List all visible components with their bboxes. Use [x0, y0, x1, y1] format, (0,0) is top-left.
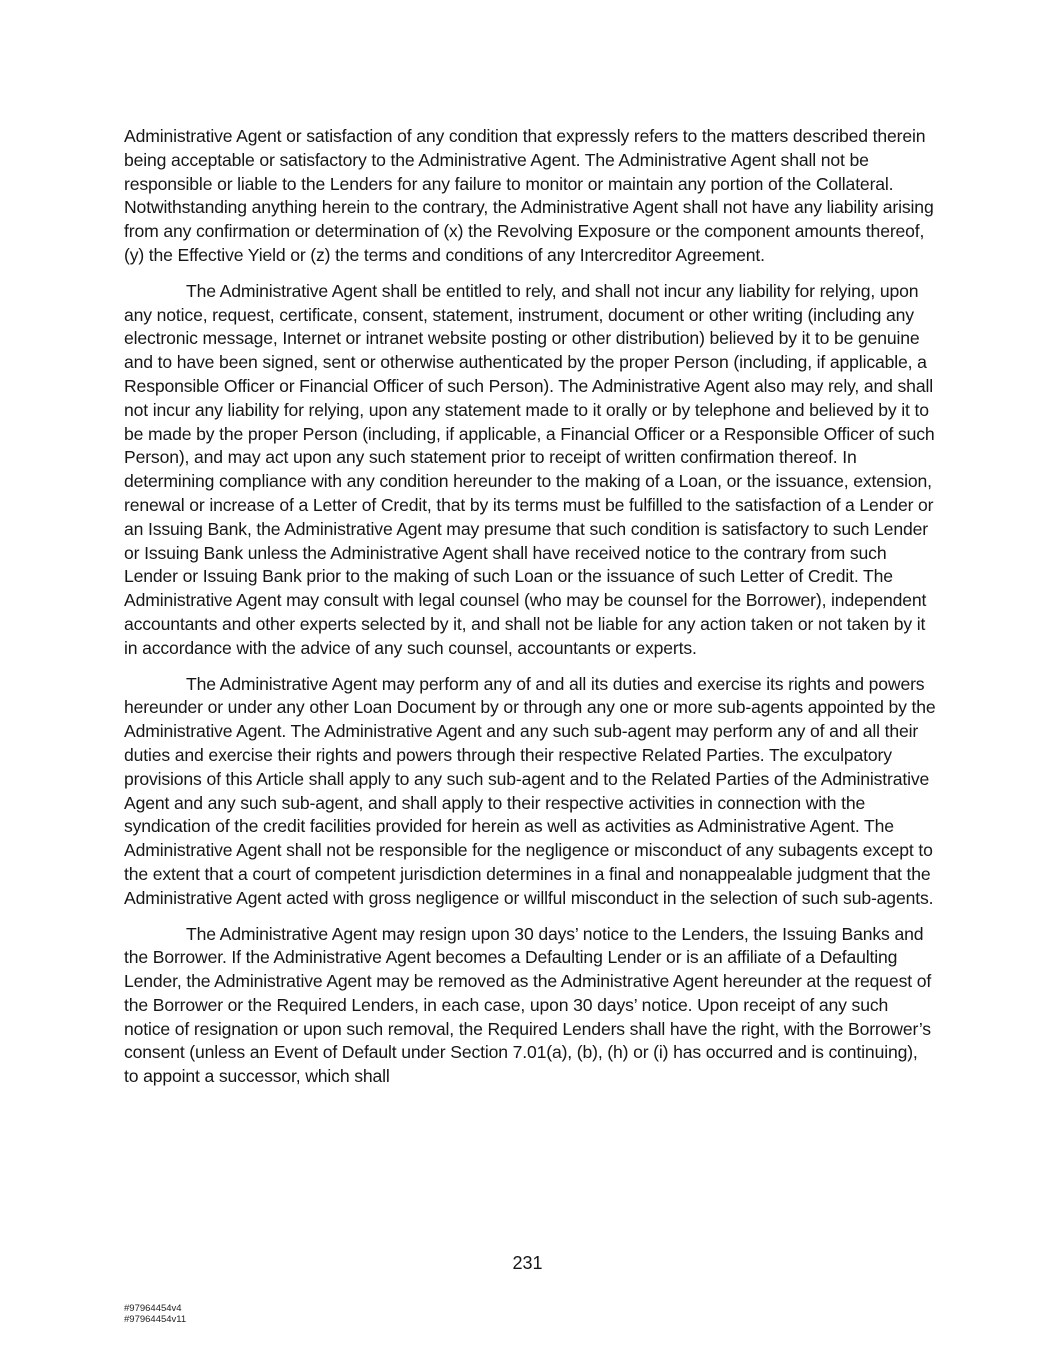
document-ids [124, 1303, 186, 1325]
paragraph-sub-agents: The Administrative Agent may perform any of and all its duties and exercise its rights and powers hereunder or under any other Loan Document by or through any one or more sub-agents appointed by the Administrative Agent. The Administrative Agent and any such sub-agent may perform any of and all their duties and exercise their rights and powers through their respective Related Parties. The exculpatory provisions of this Article shall apply to any such sub-agent and to the Related Parties of the Administrative Agent and any such sub-agent, and shall apply to their respective activities in connection with the syndication of the credit facilities provided for herein as well as activities as Administrative Agent. The Administrative Agent shall not be responsible for the negligence or misconduct of any subagents except to the extent that a court of competent jurisdiction determines in a final and nonappealable judgment that the Administrative Agent acted with gross negligence or willful misconduct in the selection of such sub-agents. [124, 673, 936, 908]
paragraph-reliance: The Administrative Agent shall be entitled to rely, and shall not incur any liability for relying, upon any notice, request, certificate, consent, statement, instrument, document or other writing (including any electronic message, Internet or intranet website posting or other distribution) believed by it to be genuine and to have been signed, sent or otherwise authenticated by the proper Person (including, if applicable, a Responsible Officer or Financial Officer of such Person). The Administrative Agent also may rely, and shall not incur any liability for relying, upon any statement made to it orally or by telephone and believed by it to be made by the proper Person (including, if applicable, a Financial Officer or a Responsible Officer of such Person), and may act upon any such statement prior to receipt of written confirmation thereof. In determining compliance with any condition hereunder to the making of a Loan, or the issuance, extension, renewal or increase of a Letter of Credit, that by its terms must be fulfilled to the satisfaction of a Lender or an Issuing Bank, the Administrative Agent may presume that such condition is satisfactory to such Lender or Issuing Bank unless the Administrative Agent shall have received notice to the contrary from such Lender or Issuing Bank prior to the making of such Loan or the issuance of such Letter of Credit. The Administrative Agent may consult with legal counsel (who may be counsel for the Borrower), independent accountants and other experts selected by it, and shall not be liable for any action taken or not taken by it in accordance with the advice of any such counsel, accountants or experts. [124, 280, 935, 658]
page-number: 231 [512, 1253, 543, 1273]
paragraph-continuation: Administrative Agent or satisfaction of any condition that expressly refers to the matters described therein being acceptable or satisfactory to the Administrative Agent. The Administrative Agent shall not be responsible or liable to the Lenders for any failure to monitor or maintain any portion of the Collateral. Notwithstanding anything herein to the contrary, the Administrative Agent shall not have any liability arising from any confirmation or determination of (x) the Revolving Exposure or the component amounts thereof, (y) the Effective Yield or (z) the terms and conditions of any Intercreditor Agreement. [124, 126, 934, 265]
document-id: #97964454v4 [124, 1303, 182, 1314]
document-id: #97964454v11 [124, 1314, 187, 1325]
paragraph-resignation: The Administrative Agent may resign upon 30 days’ notice to the Lenders, the Issuing Banks and the Borrower. If the Administrative Agent becomes a Defaulting Lender or is an affiliate of a Defaulting Lender, the Administrative Agent may be removed as the Administrative Agent hereunder at the request of the Borrower or the Required Lenders, in each case, upon 30 days’ notice. Upon receipt of any such notice of resignation or upon such removal, the Required Lenders shall have the right, with the Borrower’s consent (unless an Event of Default under Section 7.01(a), (b), (h) or (i) has occurred and is continuing), to appoint a successor, which shall [124, 923, 932, 1087]
body-text [124, 125, 936, 1101]
